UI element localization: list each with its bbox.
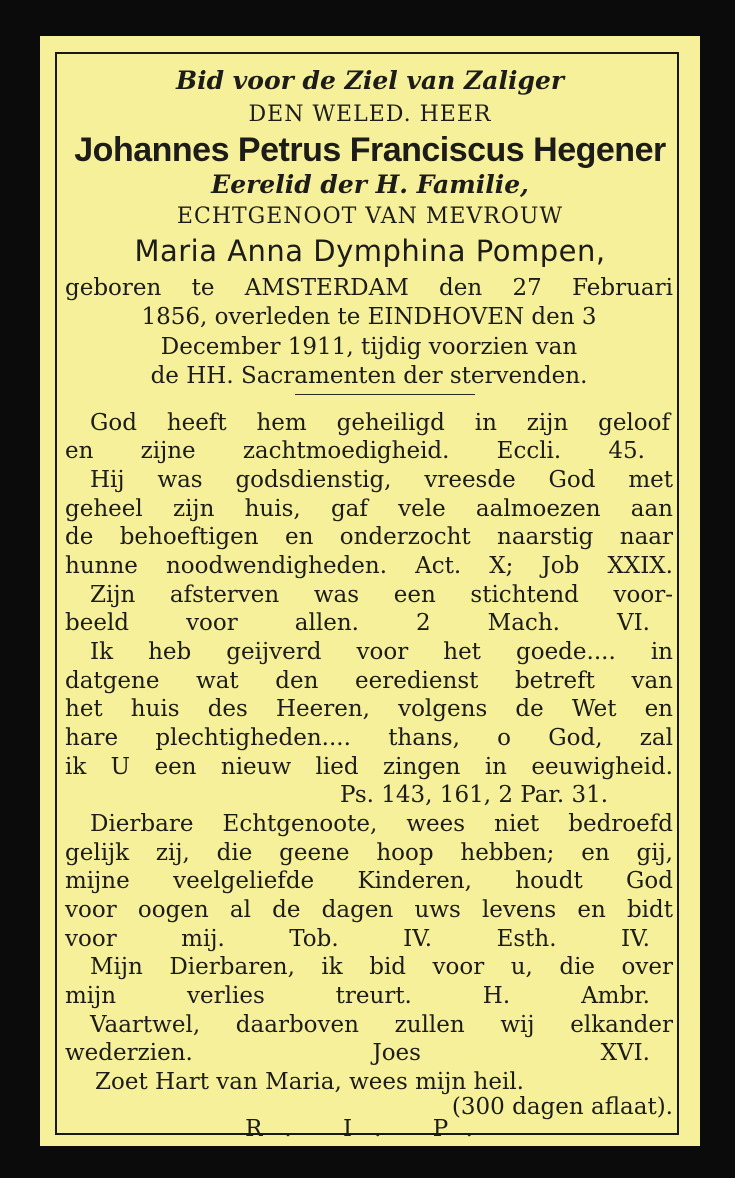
verse-line: Ps. 143, 161, 2 Par. 31. — [340, 782, 609, 808]
verse-line: voor oogen al de dagen uws levens en bidt — [65, 897, 673, 923]
verse-line: Ik heb geijverd voor het goede.... in — [90, 639, 673, 665]
verse-line: mijne veelgeliefde Kinderen, houdt God — [65, 868, 673, 894]
verse-line: God heeft hem geheiligd in zijn geloof — [90, 410, 670, 436]
verse-line: ik U een nieuw lied zingen in eeuwigheid. — [65, 754, 673, 780]
spouse-intro: ECHTGENOOT VAN MEVROUW — [176, 204, 564, 229]
bio-line: geboren te AMSTERDAM den 27 Februari — [65, 275, 673, 301]
verse-line: de behoeftigen en onderzocht naarstig naar — [65, 524, 673, 550]
rip-closing: R. I. P. — [245, 1116, 495, 1142]
verse-line: geheel zijn huis, gaf vele aalmoezen aan — [65, 496, 673, 522]
verse-line: Zoet Hart van Maria, wees mijn heil. — [95, 1069, 524, 1095]
verse-line: Mijn Dierbaren, ik bid voor u, die over — [90, 954, 673, 980]
verse-line: datgene wat den eeredienst betreft van — [65, 668, 673, 694]
bio-line: de HH. Sacramenten der stervenden. — [150, 363, 588, 389]
title-line: DEN WELED. HEER — [248, 102, 492, 127]
memorial-card — [40, 36, 700, 1146]
verse-line: Zijn afsterven was een stichtend voor- — [90, 582, 673, 608]
verse-line: (300 dagen aflaat). — [451, 1094, 673, 1120]
honor-line: Eerelid der H. Familie, — [211, 170, 529, 199]
deceased-name: Johannes Petrus Franciscus Hegener — [74, 131, 666, 169]
verse-line: beeld voor allen. 2 Mach. VI. — [65, 610, 650, 636]
verse-line: hare plechtigheden.... thans, o God, zal — [65, 725, 673, 751]
verse-line: wederzien. Joes XVI. — [65, 1040, 650, 1066]
spouse-name: Maria Anna Dymphina Pompen, — [134, 234, 606, 268]
verse-line: hunne noodwendigheden. Act. X; Job XXIX. — [65, 553, 673, 579]
verse-line: voor mij. Tob. IV. Esth. IV. — [65, 926, 650, 952]
verse-line: Vaartwel, daarboven zullen wij elkander — [90, 1012, 673, 1038]
bio-line: December 1911, tijdig voorzien van — [160, 334, 578, 360]
verse-line: en zijne zachtmoedigheid. Eccli. 45. — [65, 438, 645, 464]
bio-line: 1856, overleden te EINDHOVEN den 3 — [141, 304, 597, 330]
verse-line: mijn verlies treurt. H. Ambr. — [65, 983, 650, 1009]
divider — [295, 394, 475, 395]
verse-line: het huis des Heeren, volgens de Wet en — [65, 696, 673, 722]
prayer-line: Bid voor de Ziel van Zaliger — [175, 66, 565, 95]
verse-line: Hij was godsdienstig, vreesde God met — [90, 467, 673, 493]
verse-line: gelijk zij, die geene hoop hebben; en gij, — [65, 840, 673, 866]
verse-line: Dierbare Echtgenoote, wees niet bedroefd — [90, 811, 673, 837]
